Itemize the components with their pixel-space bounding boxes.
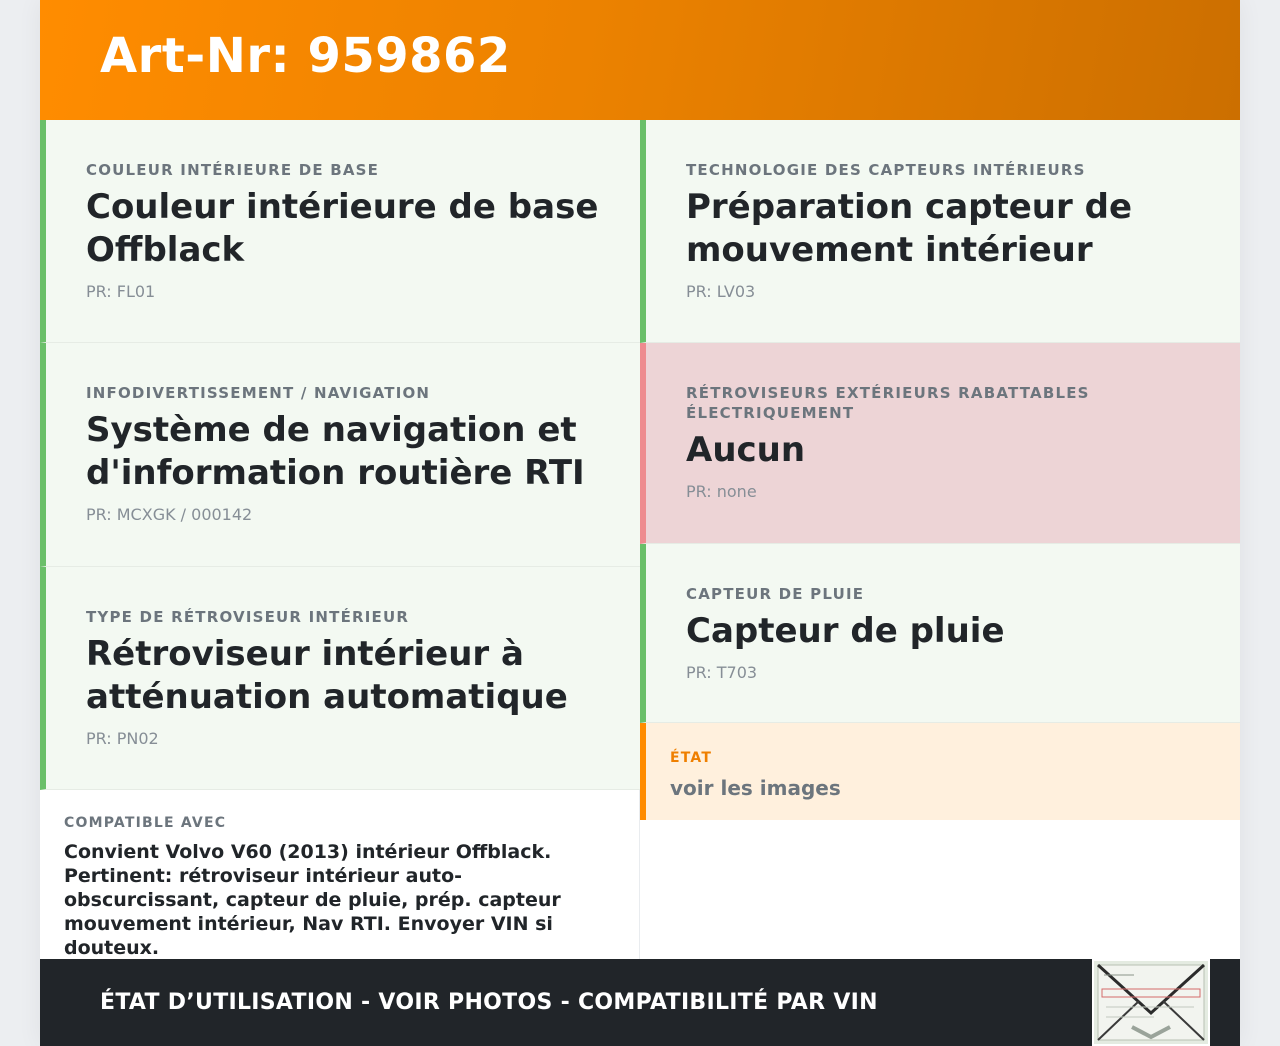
condition-value: voir les images xyxy=(670,776,841,800)
compatibility-box xyxy=(40,790,640,959)
option-category: CAPTEUR DE PLUIE xyxy=(686,585,865,603)
condition-label: ÉTAT xyxy=(670,750,713,766)
option-card-interior-mirror xyxy=(40,567,640,790)
footer-bar xyxy=(40,959,1240,1046)
article-number-title: Art-Nr: 959862 xyxy=(100,28,511,84)
compatibility-label: COMPATIBLE AVEC xyxy=(64,815,227,831)
option-card-rain-sensor xyxy=(640,544,1240,723)
option-category: INFODIVERTISSEMENT / NAVIGATION xyxy=(86,384,431,402)
option-pr-code: PR: FL01 xyxy=(86,282,156,301)
compatibility-text: Convient Volvo V60 (2013) intérieur Offblack. Pertinent: rétroviseur intérieur auto-obscurcissant, capteur de pluie, prép. capteur mouvement intérieur, Nav RTI. Envoyer VIN si douteux. xyxy=(64,841,561,959)
page-header xyxy=(40,0,1240,120)
option-category: RÉTROVISEURS EXTÉRIEURS RABATTABLES ÉLECTRIQUEMENT xyxy=(686,384,1090,422)
footer-text: ÉTAT D’UTILISATION - VOIR PHOTOS - COMPATIBILITÉ PAR VIN xyxy=(100,990,878,1015)
option-title: Couleur intérieure de base Offblack xyxy=(86,187,599,270)
option-card-navigation xyxy=(40,343,640,567)
option-pr-code: PR: T703 xyxy=(686,663,758,682)
option-category: COULEUR INTÉRIEURE DE BASE xyxy=(86,161,380,179)
option-card-interior-color xyxy=(40,120,640,343)
option-pr-code: PR: LV03 xyxy=(686,282,756,301)
option-title: Rétroviseur intérieur à atténuation automatique xyxy=(86,634,568,717)
option-title: Système de navigation et d'information routière RTI xyxy=(86,410,585,493)
product-sheet xyxy=(40,0,1240,1046)
option-pr-code: PR: PN02 xyxy=(86,729,159,748)
option-pr-code: PR: MCXGK / 000142 xyxy=(86,505,253,524)
option-category: TYPE DE RÉTROVISEUR INTÉRIEUR xyxy=(86,608,410,626)
option-card-interior-sensor xyxy=(640,120,1240,343)
option-title: Préparation capteur de mouvement intérieur xyxy=(686,187,1133,270)
option-category: TECHNOLOGIE DES CAPTEURS INTÉRIEURS xyxy=(686,161,1086,179)
option-title: Capteur de pluie xyxy=(686,611,1005,651)
option-card-folding-mirrors xyxy=(640,343,1240,544)
option-title: Aucun xyxy=(686,430,806,470)
label-photo-icon xyxy=(1094,961,1208,1044)
part-photo-thumbnail[interactable] xyxy=(1092,959,1210,1046)
condition-box xyxy=(640,723,1240,820)
option-pr-code: PR: none xyxy=(686,482,757,501)
